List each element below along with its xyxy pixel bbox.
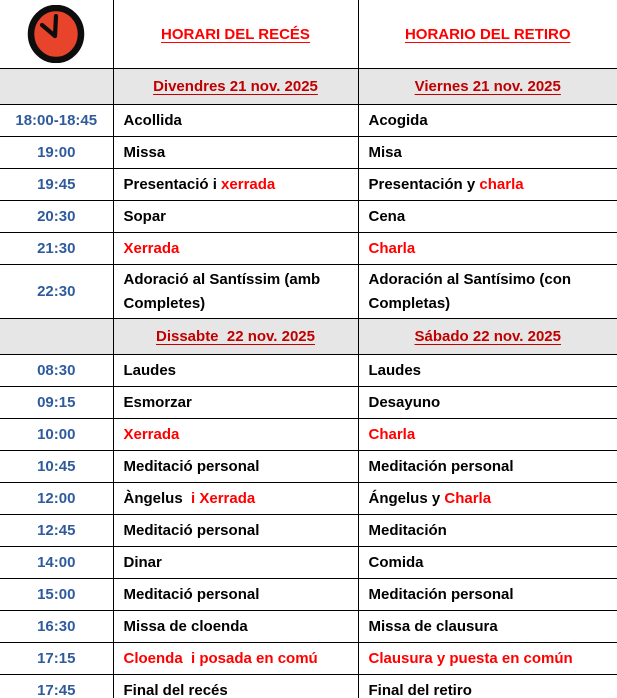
activity-text: Presentació i (123, 175, 222, 193)
activity-highlight-text: Xerrada (123, 425, 180, 443)
activity-text: Meditación (368, 521, 447, 539)
section-date-spanish: Viernes 21 nov. 2025 (414, 78, 561, 95)
time-label: 10:45 (37, 458, 76, 475)
activity-text: Àngelus (123, 489, 187, 507)
activity-catalan-cell (113, 233, 358, 265)
time-cell (0, 579, 113, 611)
time-label: 19:45 (37, 176, 76, 193)
activity-spanish-cell (358, 643, 617, 675)
activity-text: Esmorzar (123, 393, 192, 411)
time-label: 14:00 (37, 554, 76, 571)
schedule-row (0, 355, 617, 387)
activity-text: Laudes (123, 361, 177, 379)
activity-text: Missa (123, 143, 166, 161)
time-label: 15:00 (37, 586, 76, 603)
activity-highlight-text: Xerrada (123, 239, 180, 257)
time-label: 10:00 (37, 426, 76, 443)
time-label: 17:15 (37, 650, 76, 667)
time-cell (0, 265, 113, 319)
activity-catalan-cell (113, 419, 358, 451)
activity-text: Adoració al Santíssim (amb Completes) (123, 271, 325, 312)
activity-text: Meditación personal (368, 585, 514, 603)
header-cell-catalan (113, 0, 358, 69)
time-cell (0, 387, 113, 419)
time-cell (0, 675, 113, 698)
section-date-spanish: Sábado 22 nov. 2025 (414, 328, 561, 345)
schedule-row (0, 675, 617, 698)
clock-icon (0, 0, 113, 68)
activity-text: Acogida (368, 111, 428, 129)
time-label: 16:30 (37, 618, 76, 635)
activity-catalan-cell (113, 201, 358, 233)
time-label: 08:30 (37, 362, 76, 379)
activity-spanish-cell (358, 675, 617, 698)
activity-highlight-text: i Xerrada (186, 489, 256, 507)
activity-text: Meditació personal (123, 457, 260, 475)
activity-catalan-cell (113, 451, 358, 483)
activity-catalan-cell (113, 547, 358, 579)
header-title-catalan: HORARI DEL RECÉS (161, 25, 310, 43)
activity-spanish-cell (358, 483, 617, 515)
schedule-row (0, 387, 617, 419)
activity-spanish-cell (358, 515, 617, 547)
section-date-catalan: Divendres 21 nov. 2025 (153, 78, 318, 95)
activity-text: Comida (368, 553, 424, 571)
schedule-row (0, 611, 617, 643)
activity-text: Laudes (368, 361, 422, 379)
activity-catalan-cell (113, 105, 358, 137)
activity-text: Adoración al Santísimo (con Completas) (368, 271, 576, 312)
activity-highlight-text: xerrada (221, 175, 276, 193)
time-cell (0, 419, 113, 451)
schedule-row (0, 451, 617, 483)
activity-catalan-cell (113, 169, 358, 201)
section-date-row (0, 319, 617, 355)
activity-text: Sopar (123, 207, 167, 225)
schedule-row (0, 169, 617, 201)
schedule-row (0, 579, 617, 611)
time-cell (0, 611, 113, 643)
activity-highlight-text: Clausura y puesta en común (368, 649, 573, 667)
time-label: 17:45 (37, 682, 76, 698)
schedule-row (0, 483, 617, 515)
time-cell (0, 515, 113, 547)
header-title-spanish: HORARIO DEL RETIRO (404, 25, 571, 43)
date-row-empty-cell (0, 69, 113, 105)
schedule-row (0, 233, 617, 265)
activity-catalan-cell (113, 611, 358, 643)
time-cell (0, 643, 113, 675)
activity-highlight-text: Charla (444, 489, 492, 507)
clock-cell (0, 0, 113, 69)
activity-catalan-cell (113, 265, 358, 319)
activity-text: Meditació personal (123, 521, 260, 539)
activity-text: Final del retiro (368, 681, 472, 698)
activity-spanish-cell (358, 105, 617, 137)
activity-spanish-cell (358, 137, 617, 169)
activity-catalan-cell (113, 483, 358, 515)
schedule-row (0, 515, 617, 547)
header-cell-spanish (358, 0, 617, 69)
schedule-row (0, 201, 617, 233)
schedule-row (0, 105, 617, 137)
activity-spanish-cell (358, 547, 617, 579)
activity-highlight-text: charla (479, 175, 524, 193)
time-cell (0, 451, 113, 483)
time-label: 22:30 (37, 283, 76, 300)
activity-spanish-cell (358, 387, 617, 419)
activity-highlight-text: Cloenda i posada en comú (123, 649, 318, 667)
activity-highlight-text: Charla (368, 239, 416, 257)
time-cell (0, 355, 113, 387)
time-label: 18:00-18:45 (15, 112, 98, 129)
activity-spanish-cell (358, 579, 617, 611)
time-label: 20:30 (37, 208, 76, 225)
section-date-catalan: Dissabte 22 nov. 2025 (156, 328, 315, 345)
activity-text: Missa de cloenda (123, 617, 248, 635)
activity-text: Presentación y (368, 175, 480, 193)
activity-spanish-cell (358, 419, 617, 451)
time-label: 09:15 (37, 394, 76, 411)
time-cell (0, 547, 113, 579)
activity-spanish-cell (358, 451, 617, 483)
time-cell (0, 105, 113, 137)
activity-spanish-cell (358, 201, 617, 233)
time-cell (0, 233, 113, 265)
activity-catalan-cell (113, 515, 358, 547)
activity-spanish-cell (358, 355, 617, 387)
date-row-empty-cell (0, 319, 113, 355)
activity-spanish-cell (358, 169, 617, 201)
schedule-row (0, 419, 617, 451)
activity-text: Meditació personal (123, 585, 260, 603)
time-label: 12:45 (37, 522, 76, 539)
activity-catalan-cell (113, 675, 358, 698)
activity-spanish-cell (358, 233, 617, 265)
activity-text: Misa (368, 143, 402, 161)
activity-text: Final del recés (123, 681, 228, 698)
activity-spanish-cell (358, 265, 617, 319)
date-cell-spanish (358, 69, 617, 105)
time-label: 21:30 (37, 240, 76, 257)
activity-catalan-cell (113, 579, 358, 611)
section-date-row (0, 69, 617, 105)
activity-catalan-cell (113, 387, 358, 419)
time-label: 19:00 (37, 144, 76, 161)
activity-text: Missa de clausura (368, 617, 498, 635)
schedule-row (0, 137, 617, 169)
schedule-row (0, 547, 617, 579)
table-header-row (0, 0, 617, 69)
activity-text: Meditación personal (368, 457, 514, 475)
schedule-row (0, 643, 617, 675)
date-cell-catalan (113, 69, 358, 105)
date-cell-catalan (113, 319, 358, 355)
activity-text: Ángelus y (368, 489, 445, 507)
activity-text: Desayuno (368, 393, 441, 411)
date-cell-spanish (358, 319, 617, 355)
activity-catalan-cell (113, 643, 358, 675)
activity-spanish-cell (358, 611, 617, 643)
activity-text: Cena (368, 207, 406, 225)
time-cell (0, 169, 113, 201)
activity-highlight-text: Charla (368, 425, 416, 443)
time-label: 12:00 (37, 490, 76, 507)
time-cell (0, 201, 113, 233)
activity-text: Acollida (123, 111, 182, 129)
activity-catalan-cell (113, 355, 358, 387)
schedule-row (0, 265, 617, 319)
time-cell (0, 137, 113, 169)
activity-catalan-cell (113, 137, 358, 169)
time-cell (0, 483, 113, 515)
activity-text: Dinar (123, 553, 162, 571)
